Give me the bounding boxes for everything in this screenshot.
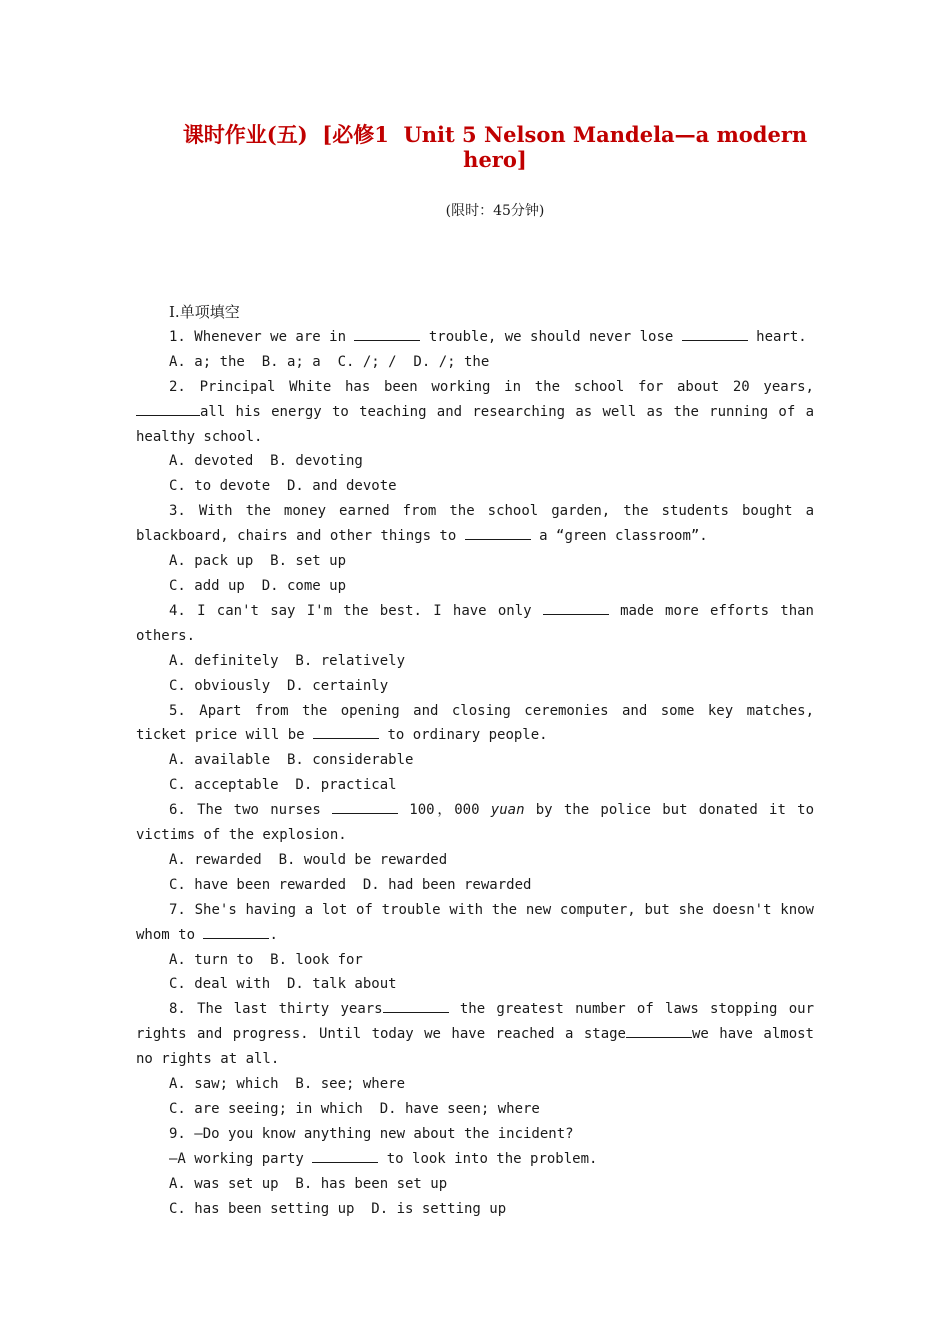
question-3: 3. With the money earned from the school garden, the students bought a blackboard, chairs and other things to a “green classroom”.	[136, 503, 814, 545]
page-title	[150, 122, 840, 172]
answer-blank	[203, 924, 269, 939]
question-3-options-ab: A. pack up B. set up	[169, 553, 347, 570]
question-8-options-ab: A. saw; which B. see; where	[169, 1076, 406, 1093]
answer-blank	[626, 1023, 692, 1038]
answer-blank	[313, 724, 379, 739]
question-5-options-ab: A. available B. considerable	[169, 752, 414, 769]
answer-blank	[465, 525, 531, 540]
time-limit: (限时：45分钟)	[445, 203, 545, 219]
section-heading: Ⅰ.单项填空	[169, 303, 240, 321]
question-9-reply: —A working party to look into the problem.	[136, 1147, 814, 1172]
question-6-options-cd: C. have been rewarded D. had been rewarded	[169, 876, 532, 893]
question-2: 2. Principal White has been working in the school for about 20 years, all his energy to teaching and researching as well as the running of a healthy school.	[136, 378, 814, 445]
question-1-options: A. a; the B. a; a C. /; / D. /; the	[169, 353, 490, 370]
question-1: 1. Whenever we are in trouble, we should never lose heart.	[136, 325, 814, 350]
question-3-options-cd: C. add up D. come up	[169, 577, 347, 594]
question-8: 8. The last thirty years the greatest number of laws stopping our rights and progress. Until today we have reached a stage we have almost no rights at all.	[136, 997, 814, 1072]
question-9: 9. —Do you know anything new about the incident?	[169, 1125, 574, 1142]
answer-blank	[383, 998, 449, 1013]
question-7-options-cd: C. deal with D. talk about	[169, 976, 397, 993]
question-9-options-cd: C. has been setting up D. is setting up	[169, 1200, 507, 1217]
answer-blank	[136, 401, 200, 416]
question-4-options-ab: A. definitely B. relatively	[169, 652, 406, 669]
title-line-1: 课时作业(五) [必修1 Unit 5 Nelson Mandela—a modern	[182, 122, 808, 147]
question-6: 6. The two nurses 100，000 yuan by the police but donated it to victims of the explosion.	[136, 798, 814, 848]
answer-blank	[354, 326, 420, 341]
question-2-options-ab: A. devoted B. devoting	[169, 453, 363, 470]
question-7-options-ab: A. turn to B. look for	[169, 951, 363, 968]
question-5-options-cd: C. acceptable D. practical	[169, 777, 397, 794]
answer-blank	[543, 600, 609, 615]
question-8-options-cd: C. are seeing; in which D. have seen; where	[169, 1101, 540, 1117]
question-5: 5. Apart from the opening and closing ceremonies and some key matches, ticket price will be to ordinary people.	[136, 702, 814, 744]
answer-blank	[332, 799, 398, 814]
question-4-options-cd: C. obviously D. certainly	[169, 677, 389, 694]
question-list	[136, 300, 814, 1222]
question-2-options-cd: C. to devote D. and devote	[169, 478, 397, 495]
question-9-options-ab: A. was set up B. has been set up	[169, 1175, 448, 1192]
answer-blank	[682, 326, 748, 341]
italic-currency-word: yuan	[490, 802, 525, 819]
question-7: 7. She's having a lot of trouble with the new computer, but she doesn't know whom to .	[136, 901, 814, 943]
answer-blank	[312, 1148, 378, 1163]
title-line-2: hero]	[463, 147, 527, 172]
question-4: 4. I can't say I'm the best. I have only made more efforts than others.	[136, 599, 814, 649]
question-6-options-ab: A. rewarded B. would be rewarded	[169, 851, 448, 868]
